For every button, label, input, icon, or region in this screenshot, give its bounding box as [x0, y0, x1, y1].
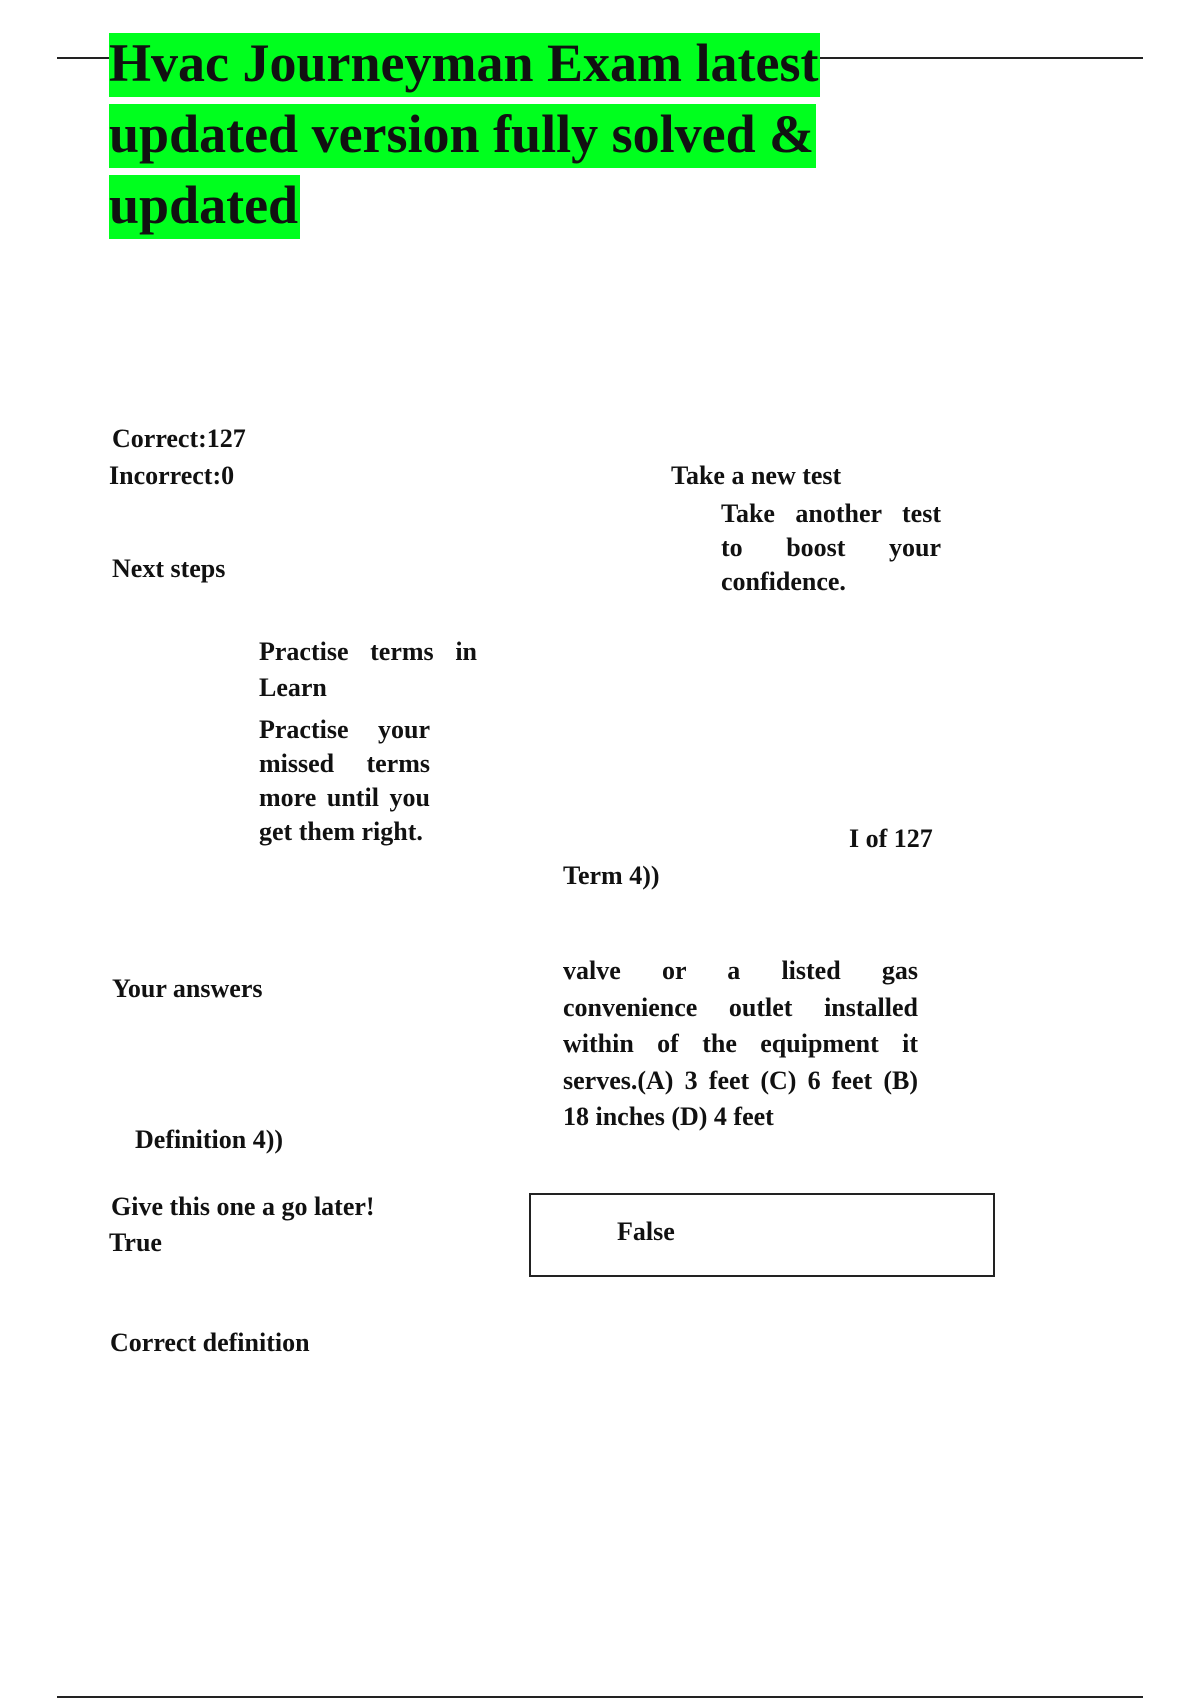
- new-test-description: Take another test to boost your confidence.: [721, 499, 941, 596]
- learn-link[interactable]: Practise terms in Learn: [259, 637, 477, 702]
- term-text: valve or a listed gas convenience outlet installed within of the equipment it serves.(A) 3 feet (C) 6 feet (B) 18 inches (D) 4 feet: [563, 956, 918, 1131]
- option-false[interactable]: False: [617, 1217, 675, 1246]
- skip-prompt[interactable]: Give this one a go later!: [111, 1192, 375, 1221]
- title-highlight-line-1: Hvac Journeyman Exam latest: [109, 33, 820, 97]
- bottom-rule: [57, 1696, 1143, 1698]
- take-new-test-link[interactable]: Take a new test: [671, 461, 842, 490]
- title-highlight-line-2: updated version fully solved &: [109, 104, 816, 168]
- correct-definition-label: Correct definition: [110, 1328, 310, 1357]
- next-steps-heading: Next steps: [112, 554, 226, 583]
- title-highlight-line-3: updated: [109, 175, 300, 239]
- option-false-box[interactable]: [529, 1193, 995, 1277]
- learn-description: Practise your missed terms more until you get them right.: [259, 715, 430, 846]
- document-title: [109, 28, 869, 241]
- definition-label: Definition 4)): [135, 1125, 284, 1154]
- correct-count: Correct:127: [112, 424, 246, 453]
- term-label: Term 4)): [563, 861, 660, 890]
- your-answers-heading: Your answers: [112, 974, 263, 1003]
- option-true[interactable]: True: [109, 1228, 162, 1257]
- question-counter: I of 127: [849, 824, 933, 853]
- incorrect-count: Incorrect:0: [109, 461, 235, 490]
